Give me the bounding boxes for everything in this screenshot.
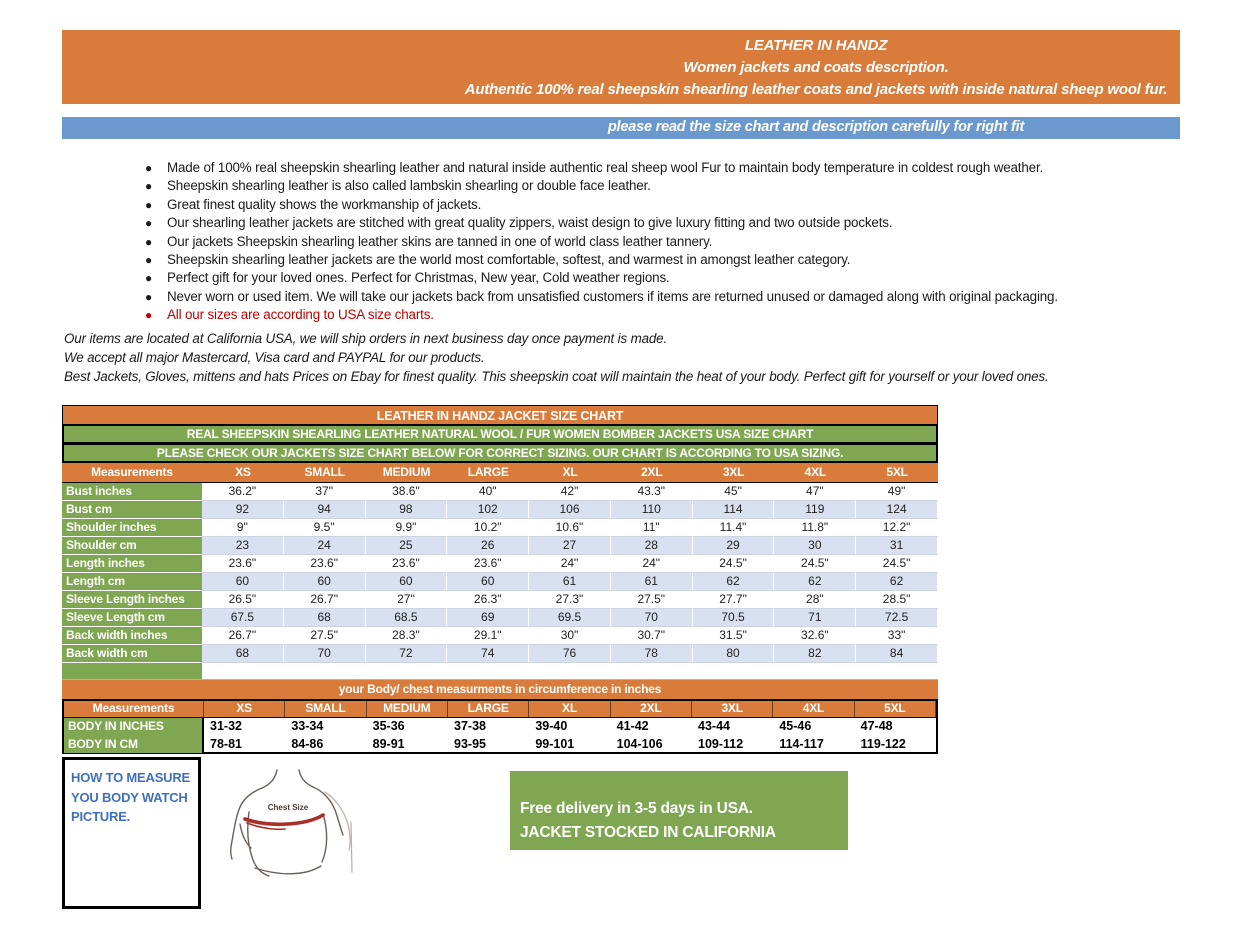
cell-value: 78 (611, 645, 693, 663)
feature-text: Our shearling leather jackets are stitched with great quality zippers, waist design to give luxury fitting and two outside pockets. (167, 215, 893, 231)
feature-item (145, 196, 1205, 214)
cell-value: 68.5 (366, 609, 448, 627)
cell-value: 62 (693, 573, 775, 591)
cell-value: 9.5" (284, 519, 366, 537)
body-chart-body (62, 718, 938, 754)
cell-value: 71 (774, 609, 856, 627)
size-chart-subtitle-1: REAL SHEEPSKIN SHEARLING LEATHER NATURAL WOOL / FUR WOMEN BOMBER JACKETS USA SIZE CHART (62, 425, 938, 444)
cell-value: 11.4" (693, 519, 775, 537)
cell-value: 37-38 (454, 719, 486, 733)
column-header: XL (529, 701, 610, 717)
column-header: 2XL (641, 465, 663, 479)
cell-value: 67.5 (202, 609, 284, 627)
cell-value: 24.5" (774, 555, 856, 573)
cell-value: 61 (611, 573, 693, 591)
cell-value: 94 (284, 501, 366, 519)
header-subtitle: Women jackets and coats description. (683, 59, 949, 76)
cell-value: 27.3" (529, 591, 611, 609)
cell-value: 119 (774, 501, 856, 519)
shipping-paragraphs (64, 329, 1204, 386)
cell-value: 37" (284, 483, 366, 501)
feature-text: Sheepskin shearling leather jackets are the world most comfortable, softest, and warmest in amongst leather category. (167, 252, 851, 268)
cell-value: 24" (529, 555, 611, 573)
delivery-line-2: JACKET STOCKED IN CALIFORNIA (520, 824, 776, 841)
cell-value: 45" (693, 483, 775, 501)
bullet-icon: ● (145, 161, 153, 175)
cell-value: 31-32 (210, 719, 242, 733)
cell-value: 27.5" (611, 591, 693, 609)
row-label: Back width inches (62, 627, 202, 645)
cell-value: 38.6" (366, 483, 448, 501)
cell-value: 68 (284, 609, 366, 627)
cell-value: 24.5" (693, 555, 775, 573)
cell-value: 28.5" (856, 591, 938, 609)
column-header: 3XL (692, 701, 773, 717)
cell-value: 27.5" (284, 627, 366, 645)
size-chart-body (62, 483, 938, 663)
feature-text: Sheepskin shearling leather is also called lambskin shearling or double face leather. (167, 178, 651, 194)
row-label: Shoulder cm (62, 537, 202, 555)
cell-value: 106 (529, 501, 611, 519)
cell-value: 36.2" (202, 483, 284, 501)
row-label: Shoulder inches (62, 519, 202, 537)
cell-value: 124 (856, 501, 938, 519)
column-header: Measurements (91, 465, 173, 479)
cell-value: 26.7" (202, 627, 284, 645)
size-chart-row (62, 519, 938, 537)
size-chart (62, 405, 938, 754)
size-chart-row (62, 483, 938, 501)
cell-value: 28.3" (366, 627, 448, 645)
cell-value: 25 (366, 537, 448, 555)
feature-text: Our jackets Sheepskin shearling leather skins are tanned in one of world class leather tannery. (167, 233, 713, 249)
info-paragraph: Our items are located at California USA, we will ship orders in next business day once payment is made. (64, 331, 668, 346)
header-description: Authentic 100% real sheepskin shearling leather coats and jackets with inside natural sheep wool fur. (464, 81, 1168, 98)
body-measure-banner: your Body/ chest measurments in circumference in inches (62, 680, 938, 699)
bullet-icon: ● (145, 253, 153, 268)
header-banner (62, 30, 1180, 104)
feature-item (145, 159, 1205, 177)
column-header: MEDIUM (367, 701, 448, 717)
cell-value: 72 (366, 645, 448, 663)
cell-value: 84 (856, 645, 938, 663)
cell-value: 104-106 (616, 737, 663, 751)
cell-value: 23.6" (202, 555, 284, 573)
size-chart-row (62, 609, 938, 627)
notice-text: please read the size chart and description carefully for right fit (607, 119, 1025, 135)
cell-value: 43.3" (611, 483, 693, 501)
cell-value: 26.3" (447, 591, 529, 609)
cell-value: 35-36 (372, 719, 405, 733)
cell-value: 10.2" (447, 519, 529, 537)
cell-value: 102 (447, 501, 529, 519)
cell-value: 30.7" (611, 627, 693, 645)
delivery-box (510, 771, 848, 850)
notice-banner (62, 117, 1180, 139)
cell-value: 11" (611, 519, 693, 537)
row-label: BODY IN INCHES (64, 718, 204, 736)
column-header: XL (562, 465, 578, 479)
cell-value: 30 (774, 537, 856, 555)
bullet-icon: ● (145, 179, 153, 194)
size-chart-row (62, 501, 938, 519)
column-header: 2XL (611, 701, 692, 717)
cell-value: 99-101 (535, 737, 575, 751)
how-to-measure-text: HOW TO MEASURE YOU BODY WATCH PICTURE. (71, 770, 191, 824)
cell-value: 47" (774, 483, 856, 501)
column-header: 4XL (773, 701, 854, 717)
column-header: 5XL (855, 701, 936, 717)
cell-value: 76 (529, 645, 611, 663)
torso-sketch-icon (205, 762, 375, 897)
body-chart-row (62, 736, 938, 754)
cell-value: 89-91 (372, 737, 405, 751)
cell-value: 33" (856, 627, 938, 645)
column-header: 3XL (722, 465, 745, 479)
size-chart-title: LEATHER IN HANDZ JACKET SIZE CHART (62, 405, 938, 425)
cell-value: 11.8" (774, 519, 856, 537)
cell-value: 10.6" (529, 519, 611, 537)
cell-value: 68 (202, 645, 284, 663)
cell-value: 49" (856, 483, 938, 501)
cell-value: 42" (529, 483, 611, 501)
cell-value: 98 (366, 501, 448, 519)
column-header: MEDIUM (382, 465, 431, 479)
cell-value: 109-112 (698, 737, 744, 751)
cell-value: 80 (693, 645, 775, 663)
cell-value: 33-34 (291, 719, 324, 733)
feature-text: Great finest quality shows the workmanship of jackets. (167, 196, 482, 212)
cell-value: 24" (611, 555, 693, 573)
row-label: Bust inches (62, 483, 202, 501)
cell-value: 28" (774, 591, 856, 609)
feature-item-red (145, 306, 1205, 324)
cell-value: 39-40 (535, 719, 568, 733)
size-chart-header-row (62, 463, 938, 483)
cell-value: 60 (447, 573, 529, 591)
feature-item (145, 251, 1205, 269)
cell-value: 12.2" (856, 519, 938, 537)
cell-value: 92 (202, 501, 284, 519)
bullet-icon: ● (145, 216, 153, 231)
cell-value: 114 (693, 501, 775, 519)
cell-value: 27.7" (693, 591, 775, 609)
cell-value: 47-48 (860, 719, 893, 733)
cell-value: 24 (284, 537, 366, 555)
feature-item (145, 288, 1205, 306)
row-label: Sleeve Length inches (62, 591, 202, 609)
feature-text: Perfect gift for your loved ones. Perfect for Christmas, New year, Cold weather regions. (167, 270, 670, 286)
cell-value: 27 (529, 537, 611, 555)
delivery-line-1: Free delivery in 3-5 days in USA. (520, 800, 753, 817)
column-header: XS (235, 465, 251, 479)
column-header: SMALL (304, 465, 345, 479)
size-chart-row (62, 555, 938, 573)
column-header: LARGE (448, 701, 529, 717)
how-to-measure-box (62, 757, 201, 909)
cell-value: 23.6" (366, 555, 448, 573)
feature-item (145, 177, 1205, 195)
column-header: 4XL (804, 465, 827, 479)
cell-value: 74 (447, 645, 529, 663)
row-label: Bust cm (62, 501, 202, 519)
cell-value: 29.1" (447, 627, 529, 645)
row-label: Back width cm (62, 645, 202, 663)
cell-value: 29 (693, 537, 775, 555)
cell-value: 69 (447, 609, 529, 627)
bullet-icon: ● (145, 271, 153, 286)
size-chart-row (62, 537, 938, 555)
torso-measure-figure (205, 762, 375, 897)
cell-value: 69.5 (529, 609, 611, 627)
cell-value: 32.6" (774, 627, 856, 645)
cell-value: 70 (284, 645, 366, 663)
size-chart-row (62, 573, 938, 591)
cell-value: 23.6" (447, 555, 529, 573)
info-paragraph: We accept all major Mastercard, Visa card and PAYPAL for our products. (64, 350, 485, 365)
column-header: Measurements (64, 701, 204, 717)
bullet-icon: ● (145, 234, 153, 249)
cell-value: 27" (366, 591, 448, 609)
bullet-icon: ● (145, 308, 153, 323)
row-label: BODY IN CM (64, 736, 204, 753)
cell-value: 9.9" (366, 519, 448, 537)
row-label: Sleeve Length cm (62, 609, 202, 627)
cell-value: 45-46 (779, 719, 812, 733)
row-label: Length inches (62, 555, 202, 573)
bullet-icon: ● (145, 197, 153, 212)
cell-value: 23.6" (284, 555, 366, 573)
body-chart-header-row (62, 699, 938, 718)
cell-value: 28 (611, 537, 693, 555)
cell-value: 60 (366, 573, 448, 591)
cell-value: 31.5" (693, 627, 775, 645)
chest-size-label: Chest Size (267, 803, 309, 812)
cell-value: 114-117 (779, 737, 824, 751)
cell-value: 43-44 (698, 719, 730, 733)
cell-value: 62 (856, 573, 938, 591)
info-paragraph: Best Jackets, Gloves, mittens and hats Prices on Ebay for finest quality. This sheepskin coat will maintain the heat of your body. Perfect gift for yourself or your loved ones. (64, 369, 1049, 384)
bullet-icon: ● (145, 289, 153, 304)
cell-value: 82 (774, 645, 856, 663)
cell-value: 23 (202, 537, 284, 555)
cell-value: 30" (529, 627, 611, 645)
row-label: Length cm (62, 573, 202, 591)
cell-value: 40" (447, 483, 529, 501)
cell-value: 60 (284, 573, 366, 591)
cell-value: 61 (529, 573, 611, 591)
cell-value: 60 (202, 573, 284, 591)
feature-list (145, 159, 1205, 325)
cell-value: 26.7" (284, 591, 366, 609)
feature-text: Never worn or used item. We will take our jackets back from unsatisfied customers if items are returned unused or damaged along with original packaging. (167, 288, 1058, 304)
column-header: LARGE (467, 465, 509, 479)
brand-title: LEATHER IN HANDZ (744, 37, 888, 54)
cell-value: 62 (774, 573, 856, 591)
cell-value: 26.5" (202, 591, 284, 609)
size-chart-row (62, 627, 938, 645)
feature-item (145, 214, 1205, 232)
feature-text: Made of 100% real sheepskin shearling leather and natural inside authentic real sheep wool Fur to maintain body temperature in coldest rough weather. (167, 160, 1044, 175)
feature-text: All our sizes are according to USA size charts. (167, 307, 434, 323)
cell-value: 84-86 (291, 737, 324, 751)
column-header: SMALL (285, 701, 366, 717)
size-chart-row (62, 645, 938, 663)
blank-label-cell (62, 663, 202, 679)
feature-item (145, 233, 1205, 251)
size-chart-row (62, 591, 938, 609)
feature-item (145, 269, 1205, 287)
cell-value: 70 (611, 609, 693, 627)
cell-value: 26 (447, 537, 529, 555)
cell-value: 24.5" (856, 555, 938, 573)
column-header: XS (204, 701, 285, 717)
cell-value: 119-122 (860, 737, 906, 751)
cell-value: 31 (856, 537, 938, 555)
column-header: 5XL (886, 465, 908, 479)
cell-value: 9" (202, 519, 284, 537)
size-chart-blank-row (62, 663, 938, 680)
cell-value: 110 (611, 501, 693, 519)
cell-value: 41-42 (616, 719, 649, 733)
cell-value: 72.5 (856, 609, 938, 627)
size-chart-subtitle-2: PLEASE CHECK OUR JACKETS SIZE CHART BELOW FOR CORRECT SIZING. OUR CHART IS ACCORDING TO USA SIZING. (62, 444, 938, 463)
body-chart-row (62, 718, 938, 736)
cell-value: 93-95 (454, 737, 486, 751)
cell-value: 70.5 (693, 609, 775, 627)
cell-value: 78-81 (210, 737, 242, 751)
